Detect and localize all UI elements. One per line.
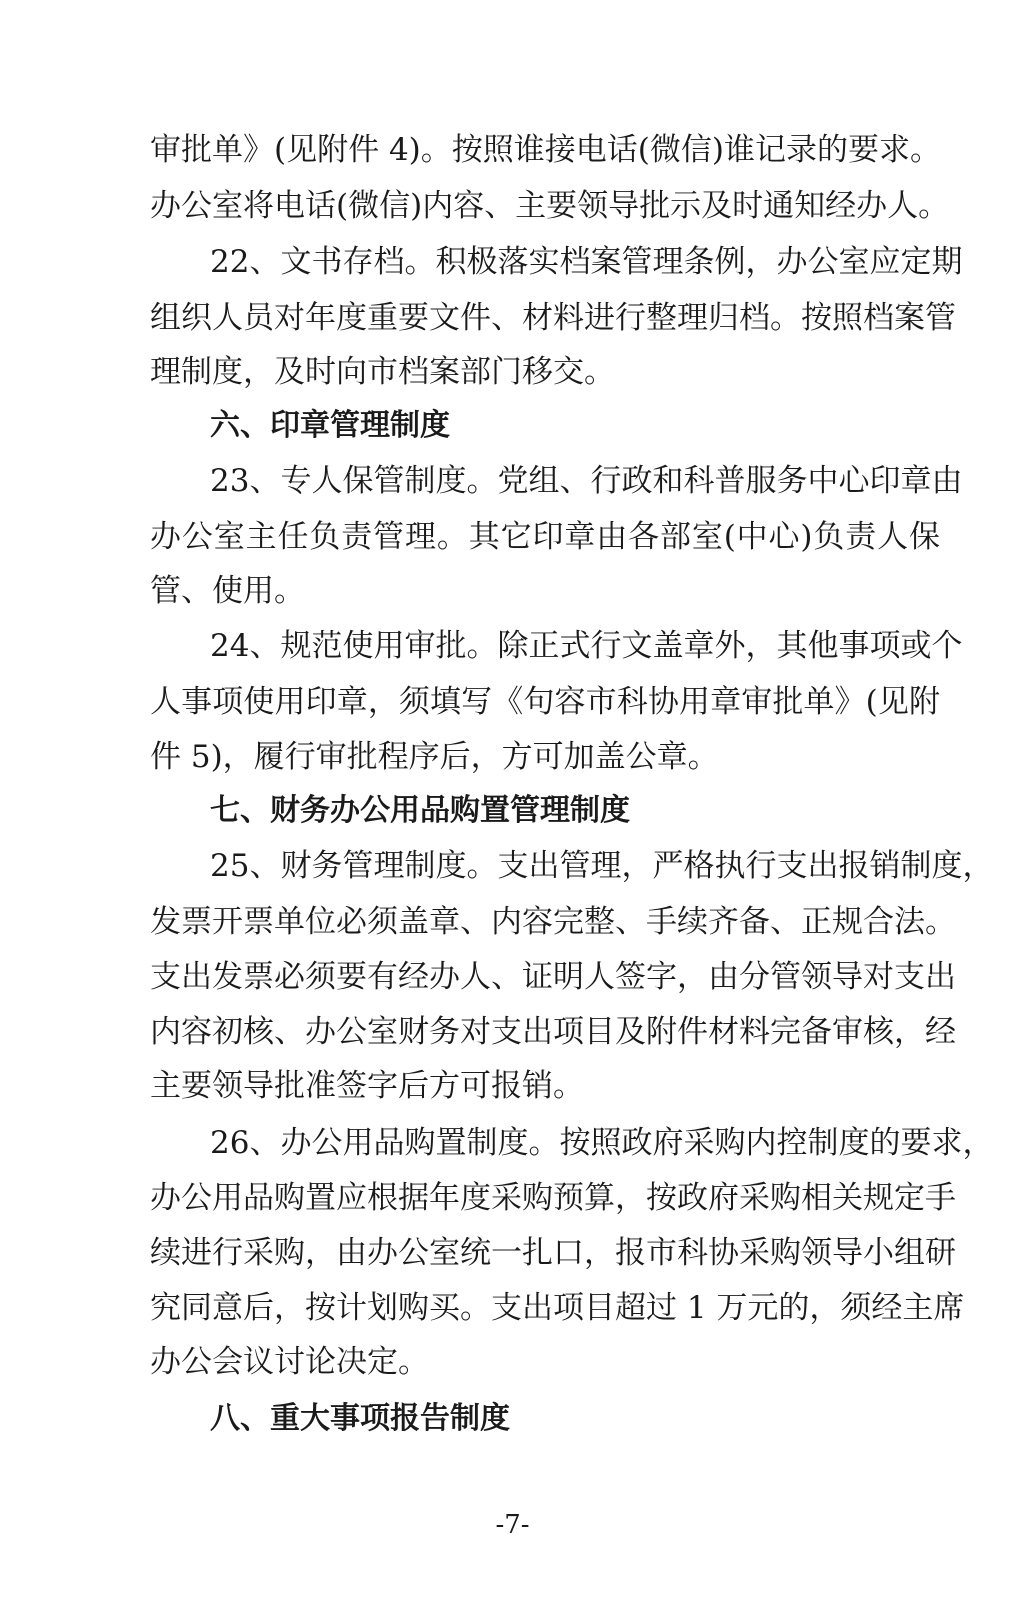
section-heading-7: 七、财务办公用品购置管理制度 xyxy=(210,793,630,828)
text-line: 发票开票单位必须盖章、内容完整、手续齐备、正规合法。 xyxy=(150,904,956,940)
page-number: -7- xyxy=(495,1510,530,1540)
text-line: 续进行采购，由办公室统一扎口，报市科协采购领导小组研 xyxy=(150,1235,956,1271)
text-line: 管、使用。 xyxy=(150,573,305,609)
text-line: 办公室将电话(微信)内容、主要领导批示及时通知经办人。 xyxy=(150,188,950,224)
paragraph-22-start: 22、文书存档。积极落实档案管理条例，办公室应定期 xyxy=(210,244,963,280)
text-line: 办公用品购置应根据年度采购预算，按政府采购相关规定手 xyxy=(150,1180,956,1216)
text-line: 组织人员对年度重要文件、材料进行整理归档。按照档案管 xyxy=(150,300,956,336)
text-line: 主要领导批准签字后方可报销。 xyxy=(150,1068,584,1104)
section-heading-6: 六、印章管理制度 xyxy=(210,408,450,443)
text-line: 内容初核、办公室财务对支出项目及附件材料完备审核，经 xyxy=(150,1014,956,1050)
text-line: 办公室主任负责管理。其它印章由各部室(中心)负责人保 xyxy=(150,519,940,555)
paragraph-25-start: 25、财务管理制度。支出管理，严格执行支出报销制度， xyxy=(210,848,994,884)
paragraph-24-start: 24、规范使用审批。除正式行文盖章外，其他事项或个 xyxy=(210,628,963,664)
text-line: 审批单》(见附件 4)。按照谁接电话(微信)谁记录的要求。 xyxy=(150,132,941,168)
text-line: 办公会议讨论决定。 xyxy=(150,1344,429,1380)
text-line: 人事项使用印章，须填写《句容市科协用章审批单》(见附 xyxy=(150,684,940,720)
text-line: 究同意后，按计划购买。支出项目超过 1 万元的，须经主席 xyxy=(150,1290,965,1326)
text-line: 支出发票必须要有经办人、证明人签字，由分管领导对支出 xyxy=(150,959,956,995)
section-heading-8: 八、重大事项报告制度 xyxy=(210,1401,510,1436)
text-line: 理制度，及时向市档案部门移交。 xyxy=(150,354,615,390)
paragraph-26-start: 26、办公用品购置制度。按照政府采购内控制度的要求， xyxy=(210,1125,994,1161)
text-line: 件 5)，履行审批程序后，方可加盖公章。 xyxy=(150,739,719,775)
paragraph-23-start: 23、专人保管制度。党组、行政和科普服务中心印章由 xyxy=(210,463,963,499)
